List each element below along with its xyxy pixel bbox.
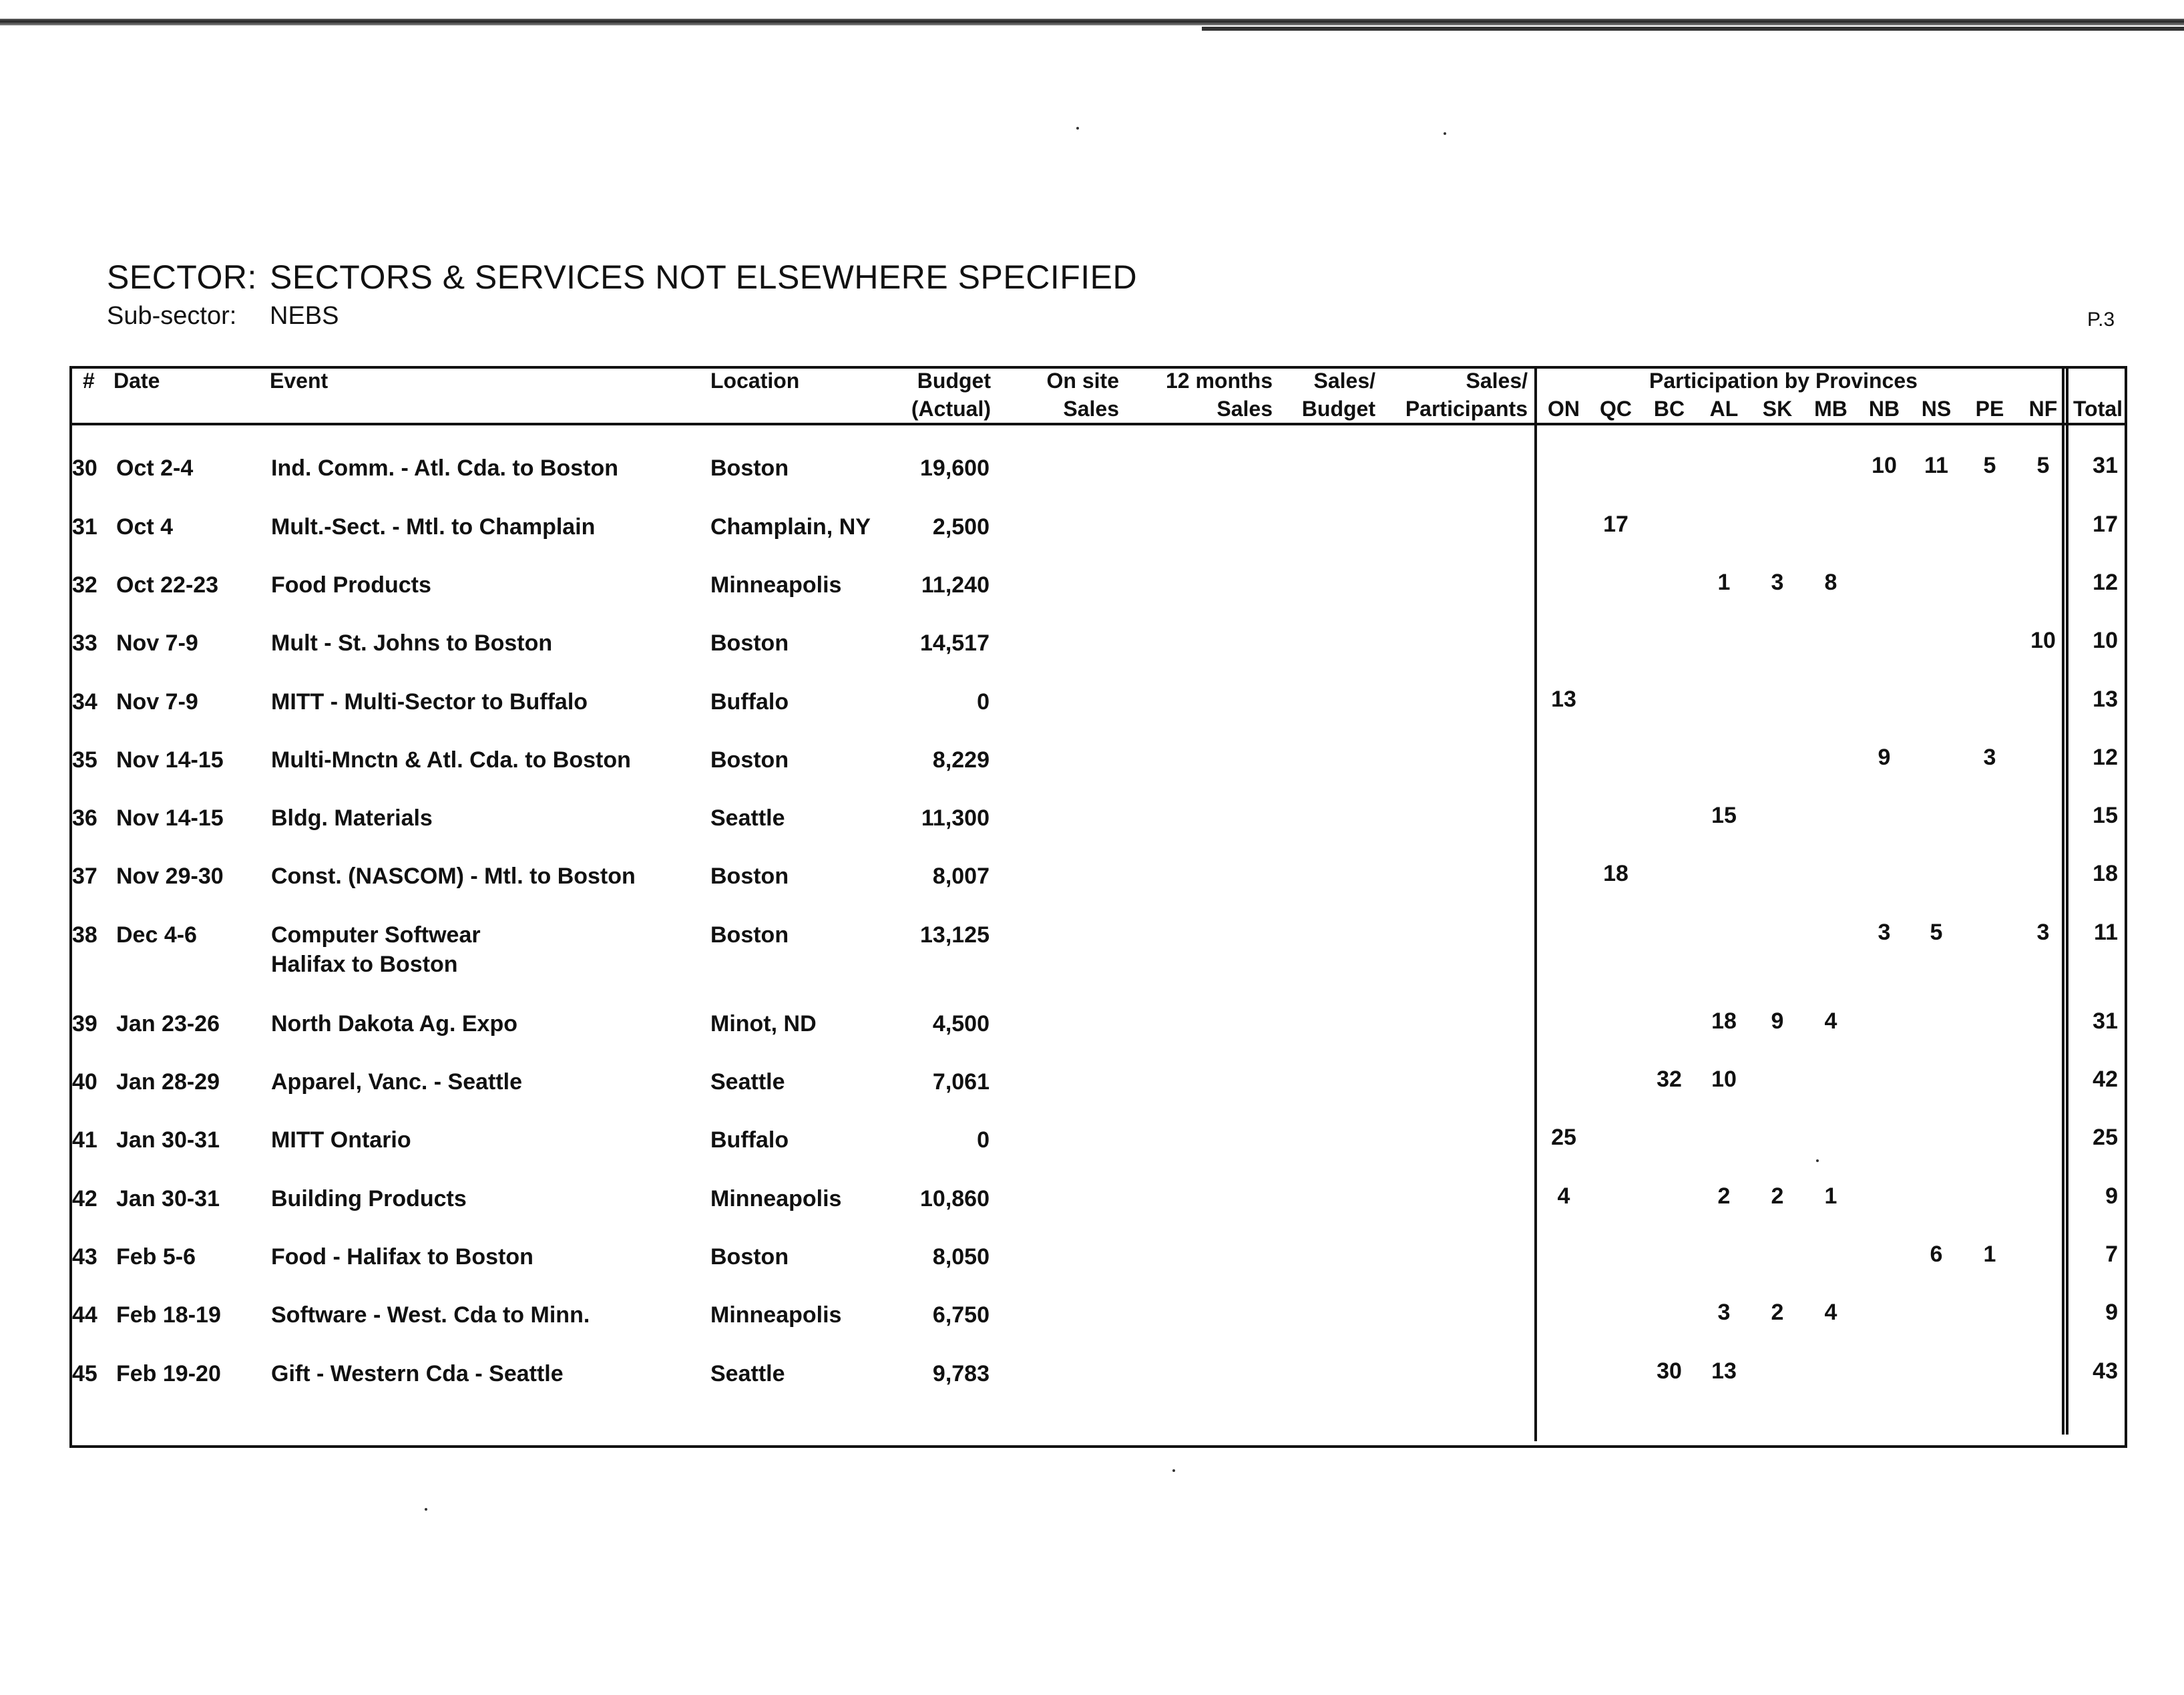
scan-speck	[1172, 1469, 1175, 1472]
col-budget-header-1: Budget	[917, 369, 991, 393]
sector-line	[107, 258, 1138, 297]
row-location: Boston	[710, 1244, 789, 1270]
row-event: Mult - St. Johns to Boston	[271, 630, 553, 656]
row-province-value: 17	[1603, 512, 1628, 537]
row-date: Nov 14-15	[116, 747, 224, 773]
col-province-header: QC	[1600, 397, 1632, 421]
col-budget-header-2: (Actual)	[911, 397, 991, 421]
row-date: Dec 4-6	[116, 922, 197, 948]
row-number: 31	[72, 514, 97, 540]
row-province-value: 2	[1771, 1183, 1784, 1209]
row-location: Boston	[710, 864, 789, 889]
row-date: Nov 7-9	[116, 630, 198, 656]
row-date: Jan 30-31	[116, 1186, 220, 1211]
row-province-value: 3	[1983, 745, 1996, 770]
row-province-value: 3	[1717, 1300, 1731, 1325]
row-province-value: 3	[1878, 920, 1891, 945]
row-total: 10	[2093, 628, 2118, 653]
row-number: 45	[72, 1361, 97, 1386]
row-province-value: 5	[1983, 453, 1996, 478]
row-number: 33	[72, 630, 97, 656]
row-province-value: 32	[1657, 1067, 1682, 1092]
row-event: Const. (NASCOM) - Mtl. to Boston	[271, 864, 636, 889]
col-province-header: SK	[1762, 397, 1793, 421]
row-province-value: 30	[1657, 1358, 1682, 1384]
row-budget: 0	[977, 1127, 990, 1153]
row-event: North Dakota Ag. Expo	[271, 1011, 517, 1037]
row-location: Seattle	[710, 805, 785, 831]
col-province-header: MB	[1814, 397, 1847, 421]
row-location: Minot, ND	[710, 1011, 817, 1037]
row-date: Oct 4	[116, 514, 174, 540]
provinces-divider	[1534, 366, 1537, 1441]
row-province-value: 10	[1711, 1067, 1737, 1092]
row-location: Champlain, NY	[710, 514, 871, 540]
row-event: Software - West. Cda to Minn.	[271, 1302, 590, 1328]
row-province-value: 18	[1603, 861, 1628, 886]
row-province-value: 2	[1717, 1183, 1731, 1209]
col-sales-participants-header-1: Sales/	[1466, 369, 1528, 393]
row-date: Jan 28-29	[116, 1069, 220, 1095]
row-budget: 14,517	[920, 630, 990, 656]
col-province-header: NF	[2028, 397, 2058, 421]
row-total: 17	[2093, 512, 2118, 537]
row-number: 43	[72, 1244, 97, 1270]
col-province-header: PE	[1975, 397, 2004, 421]
row-location: Buffalo	[710, 1127, 789, 1153]
col-date-header: Date	[114, 369, 160, 393]
col-province-header: AL	[1709, 397, 1739, 421]
row-budget: 8,050	[932, 1244, 990, 1270]
col-onsite-header-2: Sales	[1063, 397, 1119, 421]
scan-speck	[425, 1508, 427, 1511]
row-event: Bldg. Materials	[271, 805, 433, 831]
row-date: Nov 29-30	[116, 864, 224, 889]
row-province-value: 5	[1930, 920, 1943, 945]
row-province-value: 4	[1557, 1183, 1570, 1209]
row-date: Nov 7-9	[116, 689, 198, 715]
row-location: Buffalo	[710, 689, 789, 715]
row-budget: 2,500	[932, 514, 990, 540]
row-total: 9	[2105, 1300, 2118, 1325]
row-province-value: 13	[1711, 1358, 1737, 1384]
row-event: Mult.-Sect. - Mtl. to Champlain	[271, 514, 596, 540]
row-province-value: 4	[1824, 1008, 1837, 1034]
row-event: Food - Halifax to Boston	[271, 1244, 533, 1270]
col-event-header: Event	[270, 369, 329, 393]
col-sales-participants-header-2: Participants	[1405, 397, 1528, 421]
row-location: Seattle	[710, 1069, 785, 1095]
row-total: 13	[2093, 687, 2118, 712]
row-event: Ind. Comm. - Atl. Cda. to Boston	[271, 455, 619, 481]
row-budget: 11,240	[921, 572, 990, 598]
row-total: 31	[2093, 1008, 2118, 1034]
total-divider-a	[2062, 366, 2064, 1435]
row-number: 38	[72, 922, 97, 948]
row-location: Boston	[710, 747, 789, 773]
row-province-value: 10	[1872, 453, 1897, 478]
row-location: Minneapolis	[710, 572, 842, 598]
row-number: 32	[72, 572, 97, 598]
row-budget: 8,229	[932, 747, 990, 773]
row-province-value: 25	[1551, 1125, 1576, 1150]
row-province-value: 13	[1551, 687, 1576, 712]
row-location: Boston	[710, 455, 789, 481]
col-province-header: NB	[1868, 397, 1900, 421]
row-total: 12	[2093, 570, 2118, 595]
col-province-header: BC	[1653, 397, 1685, 421]
col-total-header: Total	[2072, 397, 2123, 421]
sector-value: SECTORS & SERVICES NOT ELSEWHERE SPECIFIED	[270, 258, 1138, 296]
row-province-value: 9	[1878, 745, 1891, 770]
row-province-value: 3	[1771, 570, 1784, 595]
row-location: Boston	[710, 922, 789, 948]
row-total: 9	[2105, 1183, 2118, 1209]
row-location: Minneapolis	[710, 1186, 842, 1211]
row-province-value: 8	[1824, 570, 1837, 595]
row-number: 41	[72, 1127, 97, 1153]
col-location-header: Location	[710, 369, 800, 393]
row-date: Feb 19-20	[116, 1361, 221, 1386]
row-event: Building Products	[271, 1186, 467, 1211]
row-budget: 13,125	[920, 922, 990, 948]
top-rule-right	[1202, 27, 2184, 31]
col-num-header: #	[83, 369, 95, 393]
row-province-value: 15	[1711, 803, 1737, 828]
row-province-value: 10	[2030, 628, 2056, 653]
scan-speck	[1076, 127, 1079, 130]
page-number: P.3	[2087, 309, 2115, 331]
row-province-value: 18	[1711, 1008, 1737, 1034]
row-date: Jan 30-31	[116, 1127, 220, 1153]
row-budget: 6,750	[932, 1302, 990, 1328]
row-budget: 11,300	[921, 805, 990, 831]
col-12months-header-1: 12 months	[1165, 369, 1273, 393]
row-location: Minneapolis	[710, 1302, 842, 1328]
row-event: Apparel, Vanc. - Seattle	[271, 1069, 523, 1095]
row-total: 15	[2093, 803, 2118, 828]
row-location: Seattle	[710, 1361, 785, 1386]
row-province-value: 2	[1771, 1300, 1784, 1325]
row-budget: 10,860	[920, 1186, 990, 1211]
subsector-line	[107, 302, 339, 331]
row-province-value: 1	[1824, 1183, 1837, 1209]
row-date: Feb 5-6	[116, 1244, 196, 1270]
row-province-value: 3	[2036, 920, 2050, 945]
row-event: MITT Ontario	[271, 1127, 411, 1153]
row-budget: 8,007	[932, 864, 990, 889]
row-total: 43	[2093, 1358, 2118, 1384]
row-number: 34	[72, 689, 97, 715]
col-province-header: NS	[1921, 397, 1952, 421]
subsector-value: NEBS	[270, 302, 339, 330]
row-number: 30	[72, 455, 97, 481]
col-sales-budget-header-2: Budget	[1301, 397, 1375, 421]
row-province-value: 11	[1924, 453, 1948, 478]
row-event: Multi-Mnctn & Atl. Cda. to Boston	[271, 747, 631, 773]
row-event: Gift - Western Cda - Seattle	[271, 1361, 564, 1386]
row-number: 44	[72, 1302, 97, 1328]
row-budget: 0	[977, 689, 990, 715]
row-date: Oct 22-23	[116, 572, 219, 598]
row-total: 42	[2093, 1067, 2118, 1092]
row-date: Nov 14-15	[116, 805, 224, 831]
scan-speck	[1816, 1159, 1819, 1162]
row-budget: 19,600	[920, 455, 990, 481]
top-rule	[0, 19, 2184, 25]
row-province-value: 4	[1824, 1300, 1837, 1325]
col-province-header: ON	[1548, 397, 1580, 421]
row-number: 39	[72, 1011, 97, 1037]
col-12months-header-2: Sales	[1217, 397, 1273, 421]
row-number: 36	[72, 805, 97, 831]
row-total: 12	[2093, 745, 2118, 770]
row-total: 31	[2093, 453, 2118, 478]
sector-label: SECTOR:	[107, 258, 257, 296]
row-event: Computer Softwear	[271, 922, 481, 948]
row-date: Oct 2-4	[116, 455, 194, 481]
row-date: Jan 23-26	[116, 1011, 220, 1037]
row-budget: 9,783	[932, 1361, 990, 1386]
row-province-value: 1	[1983, 1242, 1996, 1267]
row-total: 11	[2094, 920, 2118, 945]
row-total: 7	[2105, 1242, 2118, 1267]
col-onsite-header-1: On site	[1046, 369, 1119, 393]
row-number: 40	[72, 1069, 97, 1095]
subsector-label: Sub-sector:	[107, 302, 237, 330]
row-event: MITT - Multi-Sector to Buffalo	[271, 689, 588, 715]
row-event: Food Products	[271, 572, 431, 598]
row-location: Boston	[710, 630, 789, 656]
header-rule	[69, 423, 2127, 425]
row-province-value: 6	[1930, 1242, 1943, 1267]
row-total: 25	[2093, 1125, 2118, 1150]
row-total: 18	[2093, 861, 2118, 886]
row-event-line2: Halifax to Boston	[271, 952, 458, 977]
row-number: 42	[72, 1186, 97, 1211]
col-sales-budget-header-1: Sales/	[1313, 369, 1375, 393]
row-province-value: 9	[1771, 1008, 1784, 1034]
row-province-value: 5	[2036, 453, 2050, 478]
row-date: Feb 18-19	[116, 1302, 221, 1328]
row-number: 35	[72, 747, 97, 773]
row-province-value: 1	[1717, 570, 1731, 595]
scan-speck	[1444, 132, 1446, 135]
row-budget: 4,500	[932, 1011, 990, 1037]
row-budget: 7,061	[932, 1069, 990, 1095]
row-number: 37	[72, 864, 97, 889]
participation-header: Participation by Provinces	[1649, 369, 1918, 393]
